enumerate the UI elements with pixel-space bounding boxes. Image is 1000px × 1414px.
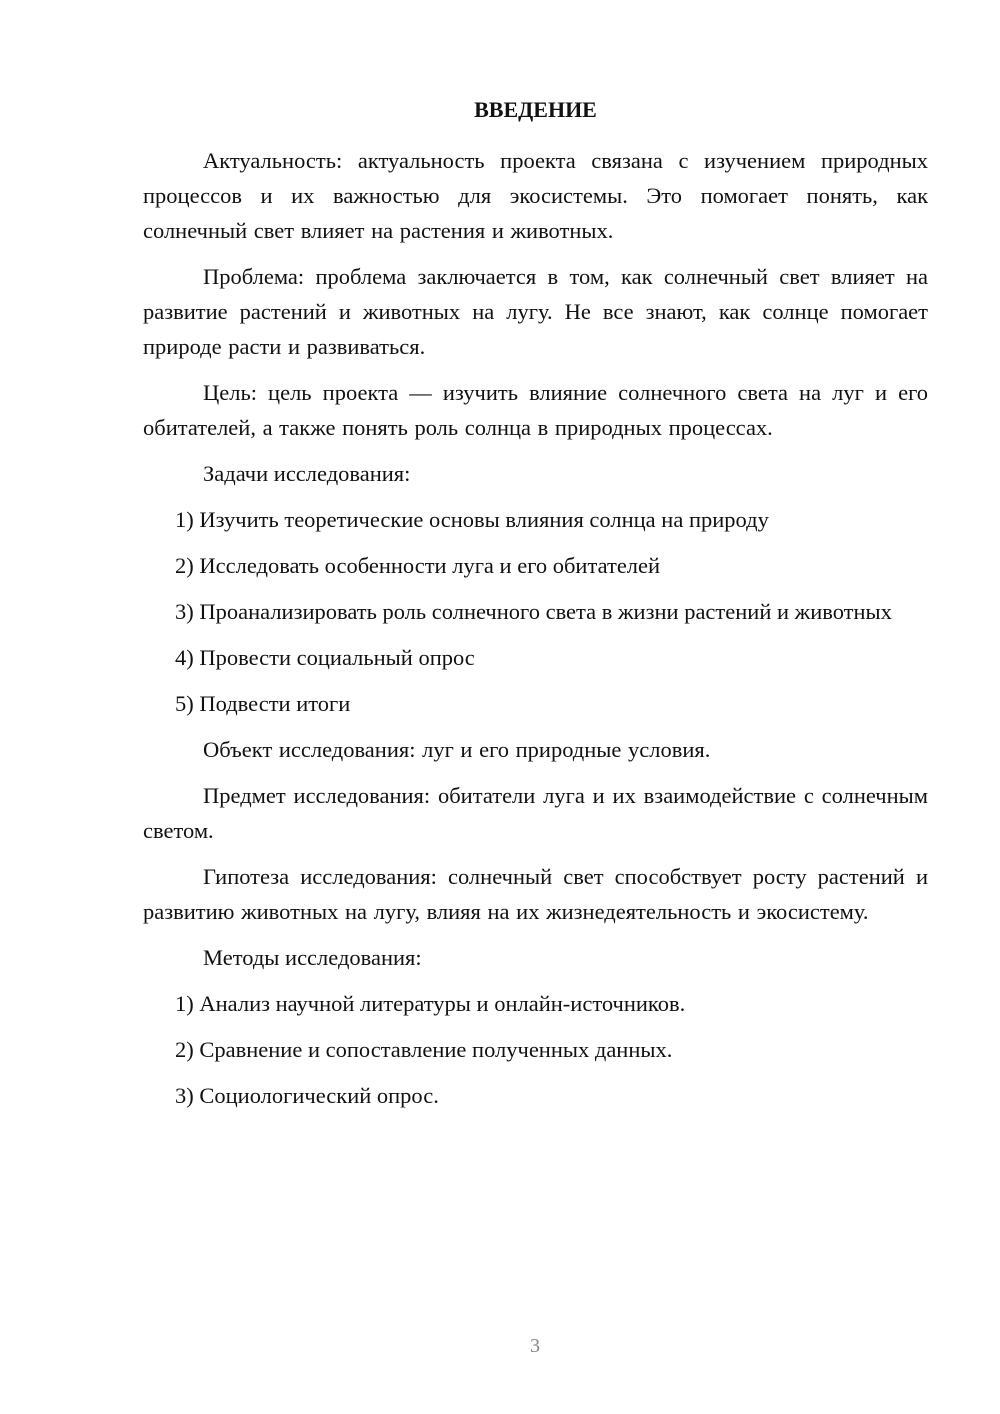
method-item: 1) Анализ научной литературы и онлайн-источников. — [175, 991, 686, 1016]
page-content — [143, 92, 928, 1124]
task-item: 2) Исследовать особенности луга и его обитателей — [175, 553, 661, 578]
task-item: 5) Подвести итоги — [175, 691, 351, 716]
task-item: 4) Провести социальный опрос — [175, 645, 475, 670]
hypothesis-paragraph: Гипотеза исследования: солнечный свет способствует росту растений и развитию животных на лугу, влияя на их жизнедеятельность и экосистему. — [143, 864, 928, 924]
relevance-paragraph: Актуальность: актуальность проекта связана с изучением природных процессов и их важностью для экосистемы. Это помогает понять, как солнечный свет влияет на растения и животных. — [143, 148, 928, 243]
page-title: ВВЕДЕНИЕ — [474, 97, 597, 122]
goal-paragraph: Цель: цель проекта — изучить влияние солнечного света на луг и его обитателей, а также понять роль солнца в природных процессах. — [143, 380, 928, 440]
task-item: 1) Изучить теоретические основы влияния солнца на природу — [175, 507, 769, 532]
subject-paragraph: Предмет исследования: обитатели луга и их взаимодействие с солнечным светом. — [143, 783, 928, 843]
problem-paragraph: Проблема: проблема заключается в том, как солнечный свет влияет на развитие растений и животных на лугу. Не все знают, как солнце помогает природе расти и развиваться. — [143, 264, 928, 359]
page-number: 3 — [530, 1335, 540, 1357]
method-item: 3) Социологический опрос. — [175, 1083, 439, 1108]
methods-heading: Методы исследования: — [203, 945, 422, 970]
tasks-heading: Задачи исследования: — [203, 461, 411, 486]
object-paragraph: Объект исследования: луг и его природные условия. — [203, 737, 711, 762]
task-item: 3) Проанализировать роль солнечного света в жизни растений и животных — [175, 599, 892, 624]
method-item: 2) Сравнение и сопоставление полученных данных. — [175, 1037, 673, 1062]
